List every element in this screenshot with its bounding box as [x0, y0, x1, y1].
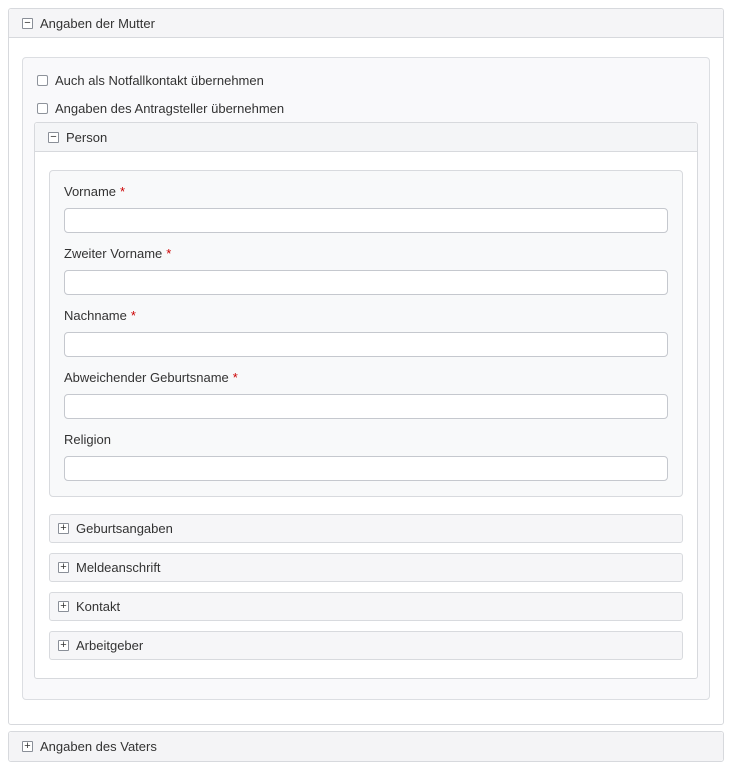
required-marker: *: [166, 246, 172, 261]
section-bar-meldeanschrift[interactable]: [49, 553, 683, 582]
abweichender-geburtsname-label: [64, 370, 668, 386]
panel-person: [34, 122, 698, 679]
panel-header-angaben-des-vaters[interactable]: [9, 732, 723, 761]
section-bar-geburtsangaben[interactable]: [49, 514, 683, 543]
field-label-text: Nachname: [64, 308, 127, 323]
panel-title: Angaben der Mutter: [40, 15, 155, 31]
nachname-input[interactable]: [64, 332, 668, 357]
expand-plus-icon: +: [58, 640, 69, 651]
field-label-text: Abweichender Geburtsname: [64, 370, 229, 385]
panel-angaben-der-mutter: [8, 8, 724, 725]
expand-plus-icon: +: [58, 601, 69, 612]
field-label-text: Zweiter Vorname: [64, 246, 163, 261]
panel-header-angaben-der-mutter[interactable]: [9, 9, 723, 38]
panel-title: Angaben des Vaters: [40, 739, 157, 754]
form-group-religion: [64, 432, 668, 481]
section-title: Arbeitgeber: [76, 638, 144, 653]
expand-plus-icon: +: [22, 741, 33, 752]
notfallkontakt-checkbox-row[interactable]: [37, 71, 698, 89]
panel-header-person[interactable]: [35, 123, 697, 152]
abweichender-geburtsname-input[interactable]: [64, 394, 668, 419]
zweiter-vorname-label: [64, 246, 668, 262]
checkbox-label: Angaben des Antragsteller übernehmen: [55, 100, 285, 116]
form-group-abweichender-geburtsname: [64, 370, 668, 419]
required-marker: *: [232, 370, 238, 385]
collapse-minus-icon: −: [48, 132, 59, 143]
panel-title: Person: [66, 129, 108, 145]
form-group-nachname: [64, 308, 668, 357]
zweiter-vorname-input[interactable]: [64, 270, 668, 295]
section-bar-kontakt[interactable]: [49, 592, 683, 621]
nachname-label: [64, 308, 668, 324]
required-marker: *: [130, 308, 136, 323]
field-label-text: Religion: [64, 432, 111, 447]
panel-angaben-des-vaters: [8, 731, 724, 762]
required-marker: *: [120, 184, 126, 199]
mutter-fieldset-well: [22, 57, 710, 700]
checkbox-label: Auch als Notfallkontakt übernehmen: [55, 72, 264, 88]
antragsteller-uebernehmen-checkbox-row[interactable]: [37, 99, 698, 117]
notfallkontakt-checkbox[interactable]: [37, 75, 48, 86]
religion-input[interactable]: [64, 456, 668, 481]
vorname-input[interactable]: [64, 208, 668, 233]
form-group-zweiter-vorname: [64, 246, 668, 295]
section-title: Kontakt: [76, 599, 121, 614]
section-title: Meldeanschrift: [76, 560, 161, 575]
religion-label: [64, 432, 668, 448]
section-bar-arbeitgeber[interactable]: [49, 631, 683, 660]
panel-body-mutter: [9, 38, 723, 724]
section-title: Geburtsangaben: [76, 521, 173, 536]
form-group-vorname: [64, 184, 668, 233]
expand-plus-icon: +: [58, 523, 69, 534]
collapse-minus-icon: −: [22, 18, 33, 29]
expand-plus-icon: +: [58, 562, 69, 573]
vorname-label: [64, 184, 668, 200]
person-fields-well: [49, 170, 683, 497]
field-label-text: Vorname: [64, 184, 117, 199]
antragsteller-uebernehmen-checkbox[interactable]: [37, 103, 48, 114]
panel-body-person: [35, 152, 697, 678]
